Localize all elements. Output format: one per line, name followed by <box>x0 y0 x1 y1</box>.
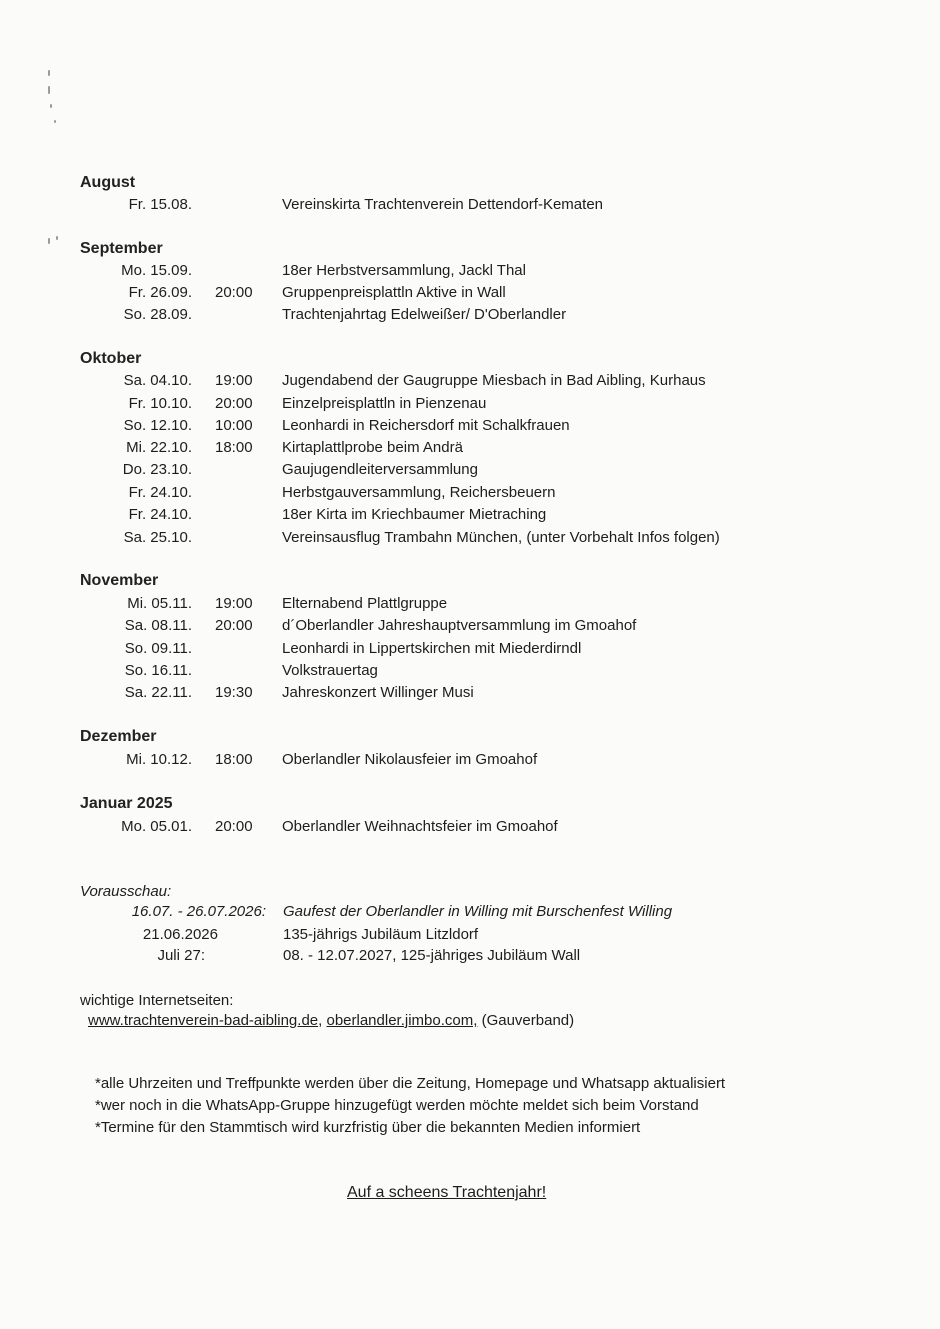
event-text: Vereinskirta Trachtenverein Dettendorf-Kematen <box>282 196 603 213</box>
event-time: 20:00 <box>215 284 253 301</box>
links-separator: , <box>318 1012 327 1029</box>
event-date: So. 16.11. <box>124 662 192 679</box>
event-row <box>0 284 940 304</box>
event-row <box>0 818 940 838</box>
event-row <box>0 439 940 459</box>
event-text: Kirtaplattlprobe beim Andrä <box>282 439 463 456</box>
scan-speck <box>48 86 50 94</box>
event-date: Fr. 15.08. <box>128 196 192 213</box>
note-line: *Termine für den Stammtisch wird kurzfristig über die bekannten Medien informiert <box>95 1119 641 1136</box>
event-row <box>0 640 940 660</box>
event-date: Fr. 10.10. <box>128 395 192 412</box>
event-text: 18er Kirta im Kriechbaumer Mietraching <box>282 506 547 523</box>
event-row <box>0 529 940 549</box>
scan-speck <box>48 238 50 244</box>
month-heading: Dezember <box>80 728 157 745</box>
note-line: *wer noch in die WhatsApp-Gruppe hinzugefügt werden möchte meldet sich beim Vorstand <box>95 1097 699 1114</box>
website-link-trachtenverein[interactable]: www.trachtenverein-bad-aibling.de <box>88 1012 319 1029</box>
website-link-gauverband[interactable]: oberlandler.jimbo.com, <box>326 1012 478 1029</box>
month-heading: November <box>80 572 159 589</box>
event-text: Volkstrauertag <box>282 662 378 679</box>
preview-date: 16.07. - 26.07.2026: <box>131 903 266 920</box>
event-date: Sa. 04.10. <box>123 372 192 389</box>
event-row <box>0 417 940 437</box>
event-date: Mo. 15.09. <box>121 262 192 279</box>
event-date: Mi. 05.11. <box>127 595 192 612</box>
closing-line: Auf a scheens Trachtenjahr! <box>347 1184 547 1201</box>
event-date: Sa. 22.11. <box>124 684 192 701</box>
scan-speck <box>54 120 56 123</box>
event-text: Vereinsausflug Trambahn München, (unter Vorbehalt Infos folgen) <box>282 529 720 546</box>
event-text: Herbstgauversammlung, Reichersbeuern <box>282 484 556 501</box>
preview-text: 135-jährigs Jubiläum Litzldorf <box>283 926 479 943</box>
event-time: 10:00 <box>215 417 253 434</box>
event-time: 19:00 <box>215 372 253 389</box>
event-date: Mi. 22.10. <box>126 439 192 456</box>
event-text: Jahreskonzert Willinger Musi <box>282 684 474 701</box>
event-text: Einzelpreisplattln in Pienzenau <box>282 395 487 412</box>
preview-text: 08. - 12.07.2027, 125-jähriges Jubiläum Wall <box>283 947 581 964</box>
event-date: So. 28.09. <box>123 306 192 323</box>
event-text: Trachtenjahrtag Edelweißer/ D'Oberlandler <box>282 306 567 323</box>
links-label: wichtige Internetseiten: <box>80 992 234 1009</box>
event-date: Mo. 05.01. <box>121 818 192 835</box>
event-time: 20:00 <box>215 395 253 412</box>
event-row <box>0 684 940 704</box>
event-text: d´Oberlandler Jahreshauptversammlung im Gmoahof <box>282 617 637 634</box>
event-row <box>0 751 940 771</box>
event-date: Fr. 26.09. <box>128 284 192 301</box>
event-time: 18:00 <box>215 439 253 456</box>
event-text: Jugendabend der Gaugruppe Miesbach in Bad Aibling, Kurhaus <box>282 372 706 389</box>
event-text: Oberlandler Nikolausfeier im Gmoahof <box>282 751 538 768</box>
event-time: 18:00 <box>215 751 253 768</box>
event-row <box>0 595 940 615</box>
preview-date: Juli 27: <box>157 947 205 964</box>
event-row <box>0 617 940 637</box>
scan-speck <box>50 104 52 108</box>
links-line <box>88 1012 574 1029</box>
event-text: Gaujugendleiterversammlung <box>282 461 478 478</box>
event-date: Fr. 24.10. <box>128 506 192 523</box>
preview-text: Gaufest der Oberlandler in Willing mit Burschenfest Willing <box>283 903 673 920</box>
preview-date: 21.06.2026 <box>142 926 218 943</box>
event-text: 18er Herbstversammlung, Jackl Thal <box>282 262 526 279</box>
event-row <box>0 262 940 282</box>
event-row <box>0 306 940 326</box>
month-heading: Januar 2025 <box>80 795 173 812</box>
event-row <box>0 395 940 415</box>
month-heading: Oktober <box>80 350 142 367</box>
event-row <box>0 506 940 526</box>
event-date: Fr. 24.10. <box>128 484 192 501</box>
preview-title: Vorausschau: <box>80 883 172 900</box>
event-date: Sa. 08.11. <box>124 617 192 634</box>
scan-speck <box>48 70 50 76</box>
event-text: Leonhardi in Lippertskirchen mit Miederdirndl <box>282 640 582 657</box>
event-text: Leonhardi in Reichersdorf mit Schalkfrauen <box>282 417 570 434</box>
event-time: 19:30 <box>215 684 253 701</box>
event-date: So. 09.11. <box>124 640 192 657</box>
event-row <box>0 196 940 216</box>
event-date: Do. 23.10. <box>122 461 192 478</box>
event-date: Mi. 10.12. <box>126 751 192 768</box>
month-heading: August <box>80 174 136 191</box>
event-text: Oberlandler Weihnachtsfeier im Gmoahof <box>282 818 558 835</box>
event-row <box>0 662 940 682</box>
event-text: Elternabend Plattlgruppe <box>282 595 448 612</box>
event-row <box>0 372 940 392</box>
event-row <box>0 461 940 481</box>
event-time: 20:00 <box>215 617 253 634</box>
links-suffix: (Gauverband) <box>477 1012 575 1029</box>
event-date: Sa. 25.10. <box>123 529 192 546</box>
event-text: Gruppenpreisplattln Aktive in Wall <box>282 284 506 301</box>
event-row <box>0 484 940 504</box>
event-time: 19:00 <box>215 595 253 612</box>
month-heading: September <box>80 240 163 257</box>
scan-speck <box>56 236 58 240</box>
event-date: So. 12.10. <box>123 417 192 434</box>
event-time: 20:00 <box>215 818 253 835</box>
note-line: *alle Uhrzeiten und Treffpunkte werden über die Zeitung, Homepage und Whatsapp aktualisiert <box>95 1075 726 1092</box>
